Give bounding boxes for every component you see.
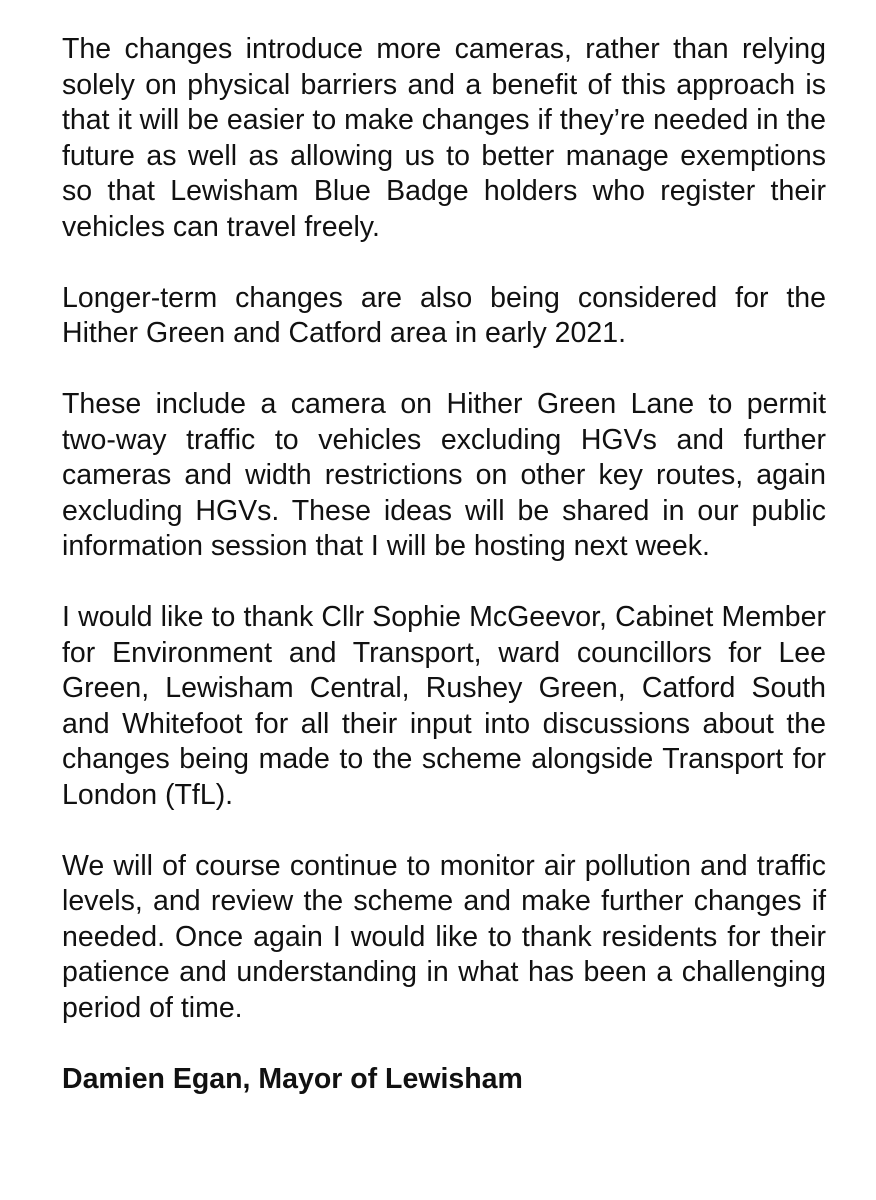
paragraph-longer-term: Longer-term changes are also being considered for the Hither Green and Catford area in early 2021. (62, 281, 826, 349)
document-body (62, 32, 826, 1097)
paragraph-cameras: The changes introduce more cameras, rather than relying solely on physical barriers and a benefit of this approach is that it will be easier to make changes if they’re needed in the future as well as allowing us to better manage exemptions so that Lewisham Blue Badge holders who register their vehicles can travel freely. (62, 33, 826, 243)
signature: Damien Egan, Mayor of Lewisham (62, 1062, 523, 1095)
paragraph-monitoring: We will of course continue to monitor air pollution and traffic levels, and review the scheme and make further changes if needed. Once again I would like to thank residents for their patience and understanding in what has been a challenging period of time. (62, 849, 826, 1024)
paragraph-thanks-councillors: I would like to thank Cllr Sophie McGeevor, Cabinet Member for Environment and Transport, ward councillors for Lee Green, Lewisham Central, Rushey Green, Catford South and Whitefoot for all their input into discussions about the changes being made to the scheme alongside Transport for London (TfL). (62, 601, 826, 811)
paragraph-hither-green-lane: These include a camera on Hither Green Lane to permit two-way traffic to vehicles excluding HGVs and further cameras and width restrictions on other key routes, again excluding HGVs. These ideas will be shared in our public information session that I will be hosting next week. (62, 388, 826, 562)
